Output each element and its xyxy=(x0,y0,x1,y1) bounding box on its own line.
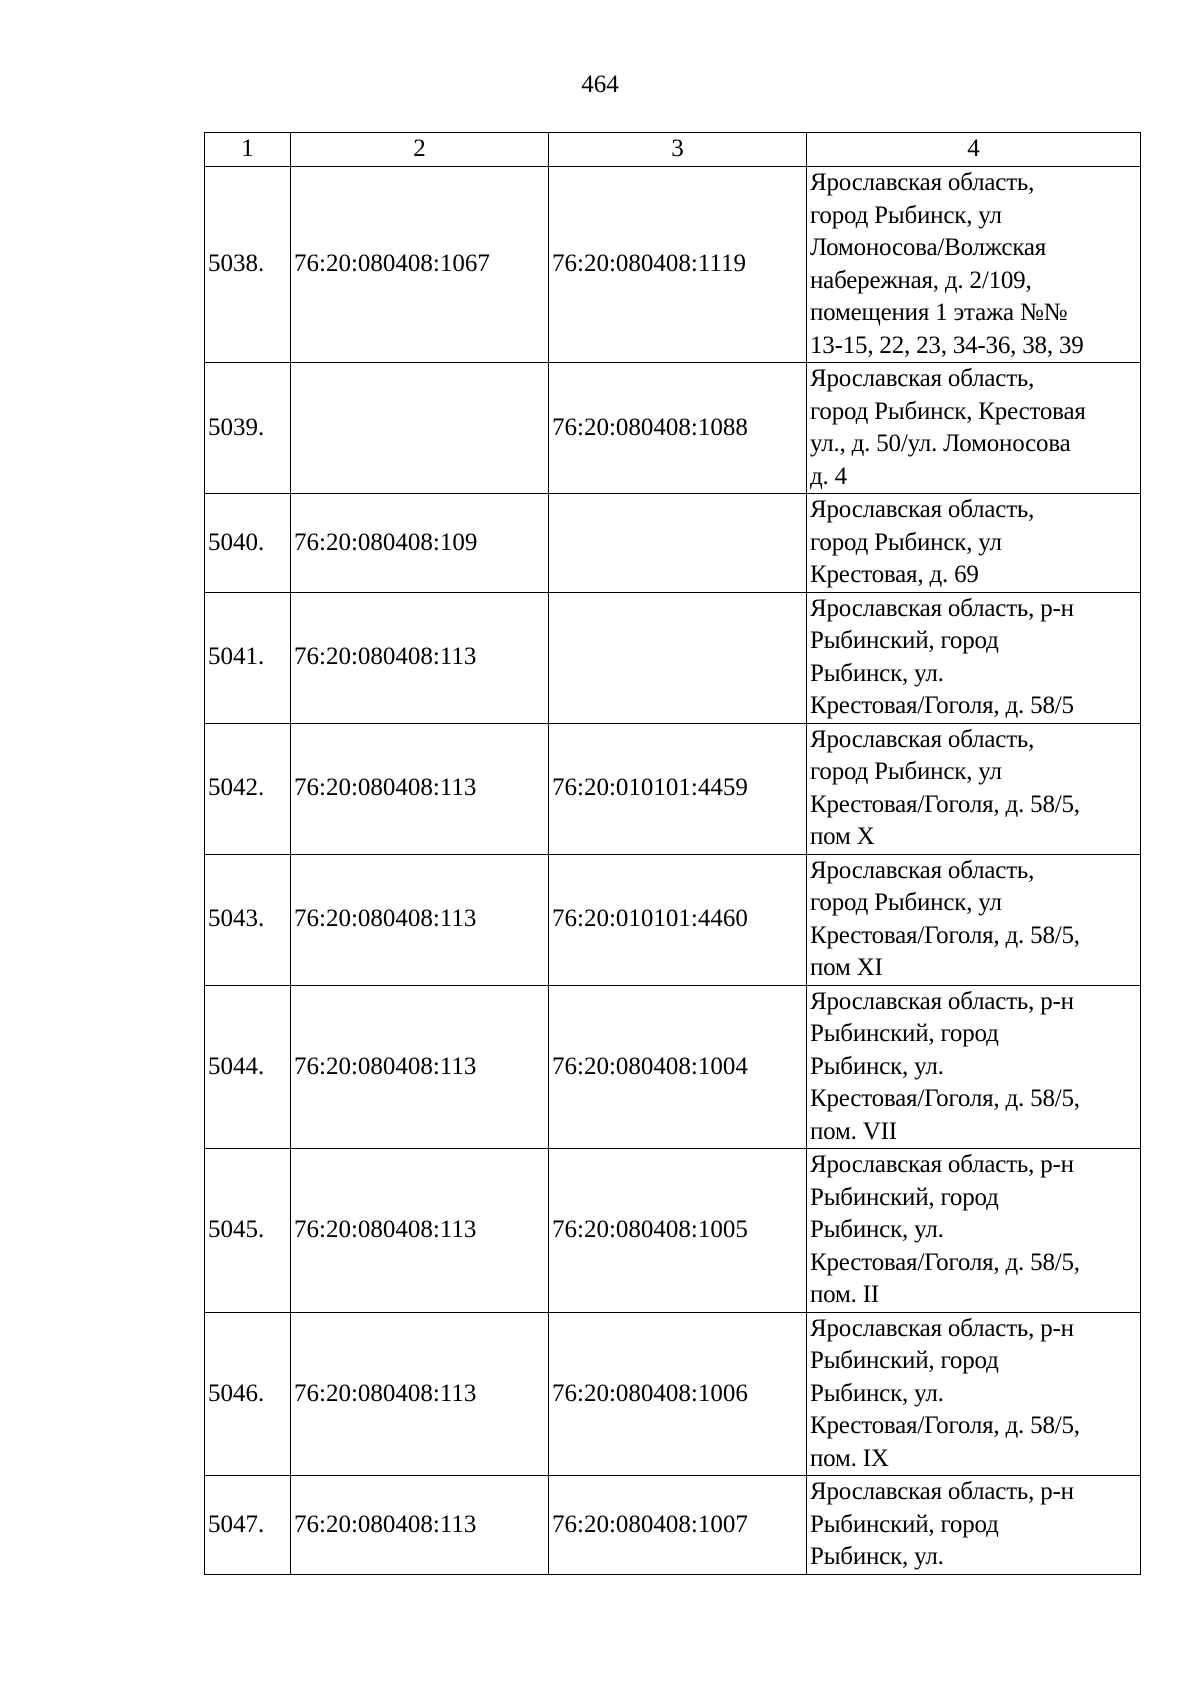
cadastral-number-col2: 76:20:080408:113 xyxy=(291,1149,549,1313)
table-row xyxy=(205,723,1141,854)
registry-table xyxy=(204,132,1141,1575)
cadastral-number-col2: 76:20:080408:113 xyxy=(291,1476,549,1575)
table-row xyxy=(205,592,1141,723)
header-col-2: 2 xyxy=(291,133,549,167)
row-number: 5042. xyxy=(205,723,291,854)
address-cell: Ярославская область, город Рыбинск, ул Крестовая, д. 69 xyxy=(807,494,1141,593)
row-number: 5044. xyxy=(205,985,291,1149)
header-col-3: 3 xyxy=(549,133,807,167)
address-cell: Ярославская область, город Рыбинск, ул Крестовая/Гоголя, д. 58/5, пом XI xyxy=(807,854,1141,985)
cadastral-number-col3: 76:20:010101:4460 xyxy=(549,854,807,985)
address-cell: Ярославская область, город Рыбинск, ул Ломоносова/Волжская набережная, д. 2/109, помещения 1 этажа №№ 13-15, 22, 23, 34-36, 38, 39 xyxy=(807,167,1141,363)
row-number: 5043. xyxy=(205,854,291,985)
cadastral-number-col2: 76:20:080408:113 xyxy=(291,1312,549,1476)
cadastral-number-col2: 76:20:080408:113 xyxy=(291,985,549,1149)
cadastral-number-col2: 76:20:080408:113 xyxy=(291,723,549,854)
address-cell: Ярославская область, город Рыбинск, ул Крестовая/Гоголя, д. 58/5, пом X xyxy=(807,723,1141,854)
table-row xyxy=(205,363,1141,494)
row-number: 5046. xyxy=(205,1312,291,1476)
cadastral-number-col2: 76:20:080408:113 xyxy=(291,854,549,985)
row-number: 5038. xyxy=(205,167,291,363)
cadastral-number-col3 xyxy=(549,494,807,593)
row-number: 5039. xyxy=(205,363,291,494)
cadastral-number-col2: 76:20:080408:1067 xyxy=(291,167,549,363)
table-header xyxy=(205,133,1141,167)
row-number: 5045. xyxy=(205,1149,291,1313)
cadastral-number-col3: 76:20:080408:1088 xyxy=(549,363,807,494)
cadastral-number-col2: 76:20:080408:109 xyxy=(291,494,549,593)
table-row xyxy=(205,1312,1141,1476)
cadastral-number-col2 xyxy=(291,363,549,494)
table-row xyxy=(205,167,1141,363)
table-row xyxy=(205,985,1141,1149)
cadastral-number-col3: 76:20:010101:4459 xyxy=(549,723,807,854)
cadastral-number-col3: 76:20:080408:1006 xyxy=(549,1312,807,1476)
cadastral-number-col3: 76:20:080408:1119 xyxy=(549,167,807,363)
table-row xyxy=(205,494,1141,593)
table-row xyxy=(205,1149,1141,1313)
cadastral-number-col2: 76:20:080408:113 xyxy=(291,592,549,723)
header-col-1: 1 xyxy=(205,133,291,167)
address-cell: Ярославская область, р-н Рыбинский, город Рыбинск, ул. Крестовая/Гоголя, д. 58/5, пом. IX xyxy=(807,1312,1141,1476)
cadastral-number-col3 xyxy=(549,592,807,723)
address-cell: Ярославская область, р-н Рыбинский, город Рыбинск, ул. Крестовая/Гоголя, д. 58/5 xyxy=(807,592,1141,723)
table-row xyxy=(205,1476,1141,1575)
table-row xyxy=(205,854,1141,985)
address-cell: Ярославская область, р-н Рыбинский, город Рыбинск, ул. xyxy=(807,1476,1141,1575)
address-cell: Ярославская область, город Рыбинск, Крестовая ул., д. 50/ул. Ломоносова д. 4 xyxy=(807,363,1141,494)
header-col-4: 4 xyxy=(807,133,1141,167)
row-number: 5040. xyxy=(205,494,291,593)
cadastral-number-col3: 76:20:080408:1005 xyxy=(549,1149,807,1313)
address-cell: Ярославская область, р-н Рыбинский, город Рыбинск, ул. Крестовая/Гоголя, д. 58/5, пом. II xyxy=(807,1149,1141,1313)
row-number: 5047. xyxy=(205,1476,291,1575)
row-number: 5041. xyxy=(205,592,291,723)
page-number: 464 xyxy=(581,71,619,98)
address-cell: Ярославская область, р-н Рыбинский, город Рыбинск, ул. Крестовая/Гоголя, д. 58/5, пом. VII xyxy=(807,985,1141,1149)
table-body xyxy=(205,167,1141,1575)
cadastral-number-col3: 76:20:080408:1004 xyxy=(549,985,807,1149)
cadastral-number-col3: 76:20:080408:1007 xyxy=(549,1476,807,1575)
header-row xyxy=(205,133,1141,167)
